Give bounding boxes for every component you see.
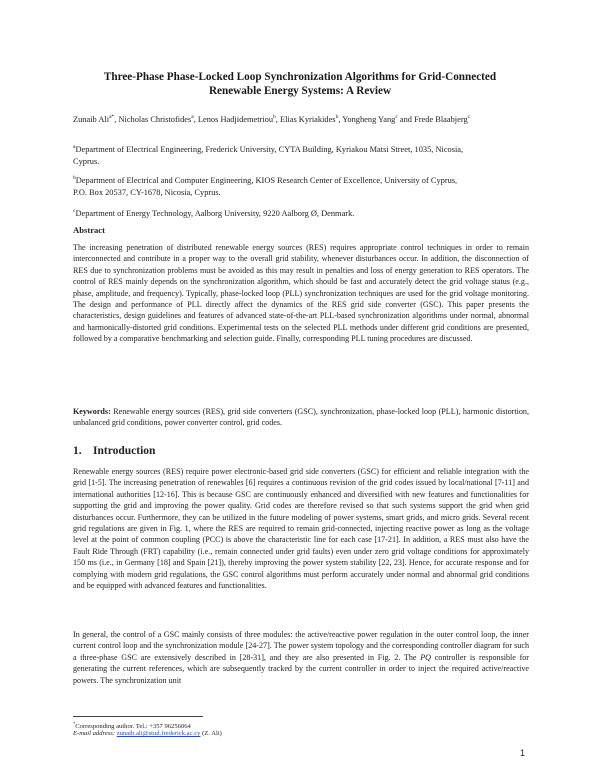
affiliation-b: $^b$Department of Electrical and Computer Engineering, KIOS Research Center of Excellence, University of Cyprus, P.O. Box 20537, CY-1678, Nicosia, Cyprus. xyxy=(73,175,458,198)
author-list: Zunaib Ali$^{a*}$, Nicholas Christofides$^a$, Lenos Hadjidemetriou$^b$, Elias Kyriakides$^b$, Yongheng Yang$^c$ and Frede Blaabjerg$^c$ xyxy=(73,114,471,124)
abstract-text: The increasing penetration of distributed renewable energy sources (RES) requires appropriate control techniques in order to remain interconnected and contribute in a proper way to the overall grid stability, whenever disturbances occur. In addition, the disconnection of RES due to synchronization problems must be avoided as this may result in penalties and loss of energy generation to RES operators. The control of RES mainly depends on the synchronization algorithm, which should be fast and accurately detect the grid voltage status (e.g., phase, amplitude, and frequency). Typically, phase-locked loop (PLL) synchronization techniques are used for the grid voltage monitoring. The design and performance of PLL directly affect the dynamics of the RES grid side converter (GSC). This paper presents the characteristics, design guidelines and features of advanced state-of-the-art PLL-based synchronization algorithms under normal, abnormal and harmonically-distorted grid conditions. Experimental tests on the selected PLL methods under different grid conditions are presented, followed by a comparative benchmarking and selection guide. Finally, corresponding PLL tuning procedures are discussed. xyxy=(73,243,529,344)
section-title: Introduction xyxy=(93,445,156,457)
intro-paragraph-1: Renewable energy sources (RES) require power electronic-based grid side converters (GSC) for efficient and reliable integration with the grid [1-5]. The increasing penetration of renewables [6] requires a continuous revision of the grid codes issued by local/national [7-11] and international authorities [12-16]. This is because GSC are continuously enhanced and diversified with new features and functionalities for supporting the grid and improving the power quality. Grid codes are therefore revised so that such systems support the grid when grid disturbances occur. Furthermore, they can be utilized in the future modeling of power systems, smart grids, and micro grids. Several recent grid regulations are given in Fig. 1, where the RES are required to remain grid-connected, injecting reactive power as long as the voltage level at the point of common coupling (PCC) is above the characteristic line for each case [17-21]. In addition, a RES must also have the Fault Ride Through (FRT) capability (i.e., remain connected under grid faults) even under zero grid voltage conditions for approximately 150 ms (i.e., in Germany [18] and Spain [21]), thereby improving the power system stability [22, 23]. Hence, for accurate response and for complying with modern grid regulations, the GSC control algorithms must perform accurately under normal and abnormal grid conditions and be equipped with advanced features and functionalities. xyxy=(73,467,529,591)
author-name: Elias Kyriakides xyxy=(279,114,336,124)
page-number: 1 xyxy=(520,748,526,758)
footnote-email: E-mail address: zunaib.ali@stud.frederick.ac.cy (Z. Ali) xyxy=(73,730,222,737)
author-name: Nicholas Christofides xyxy=(118,114,192,124)
keywords-text: Renewable energy sources (RES), grid side converters (GSC), synchronization, phase-locked loop (PLL), harmonic distortion, unbalanced grid conditions, power converter control, grid codes. xyxy=(73,407,529,428)
footnote-divider xyxy=(73,716,203,717)
footnote-corresponding: *Corresponding author. Tel.: +357 96256064 xyxy=(73,721,191,731)
section-heading-introduction xyxy=(73,445,155,457)
section-number: 1. xyxy=(73,445,82,457)
abstract-heading: Abstract xyxy=(73,225,105,235)
keywords-label: Keywords: xyxy=(73,407,111,416)
keywords xyxy=(73,406,529,429)
author-name: Yongheng Yang xyxy=(342,114,396,124)
affiliation-a: $^a$Department of Electrical Engineering, Frederick University, CYTA Building, Kyriakou Matsi Street, 1035, Nicosia, Cyprus. xyxy=(73,144,464,167)
email-link[interactable]: zunaib.ali@stud.frederick.ac.cy xyxy=(116,730,201,737)
title-line-2: Renewable Energy Systems: A Review xyxy=(208,85,392,97)
author-name: Zunaib Ali xyxy=(73,114,110,124)
title-line-1: Three-Phase Phase-Locked Loop Synchronization Algorithms for Grid-Connected xyxy=(103,71,497,83)
intro-paragraph-2: In general, the control of a GSC mainly consists of three modules: the active/reactive power regulation in the outer control loop, the inner current control loop and the synchronization module [24-27]. The power system topology and the corresponding controller diagram for such a three-phase GSC are extensively described in [28-31], and they are also presented in Fig. 2. The PQ controller is responsible for generating the current references, which are subsequently tracked by the current controller in order to inject the required active/reactive powers. The synchronization unit xyxy=(73,630,530,685)
author-name: Frede Blaabjerg xyxy=(414,114,468,124)
affiliation-c: $^c$Department of Energy Technology, Aalborg University, 9220 Aalborg Ø, Denmark. xyxy=(73,208,355,218)
author-name: Lenos Hadjidemetriou xyxy=(197,114,274,124)
paper-title xyxy=(80,70,520,98)
